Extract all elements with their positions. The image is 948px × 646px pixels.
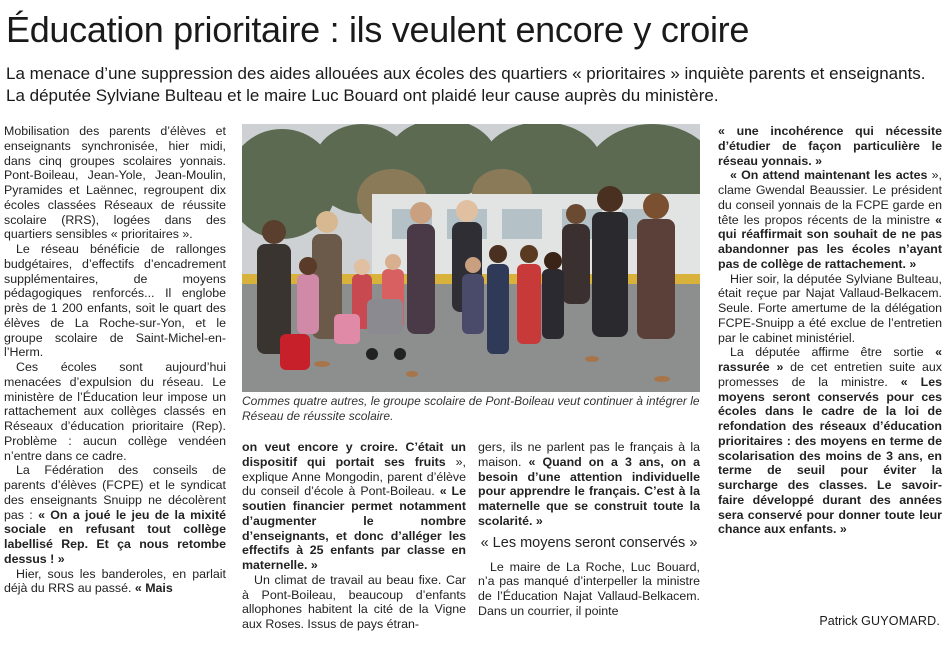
author-last-name: GUYOMARD. [861,614,940,628]
quote-bold: « On a joué le jeu de la mixité sociale en refusant tout collège labellisé Rep. Et ça nous retombe dessus ! » [4,507,226,566]
paragraph [4,567,226,597]
author-first-name: Patrick [819,614,858,628]
paragraph: Le réseau bénéficie de rallonges budgétaires, d’effectifs d’encadrement supplémentaires, de moyens pédagogiques renforcés... Il englobe près de 1 200 enfants, soit le quart des élèves de La Roche-sur-Yon, et le groupe scolaire de Saint-Michel-en-l’Herm. [4,242,226,360]
quote-bold: « Mais [134,581,173,596]
text-run: », clame Gwendal Beaussier. Le président du conseil yonnais de la FCPE garde en tête les propos récents de la ministre [718,168,942,227]
photo-caption: Commes quatre autres, le groupe scolaire de Pont-Boileau veut continuer à intégrer le Réseau de réussite scolaire. [242,394,700,423]
author-signature [819,614,940,628]
group-photo-illustration [242,124,700,392]
paragraph [718,345,942,537]
paragraph [718,168,942,271]
text-run: gers, ils ne parlent pas le français à la maison. [478,440,700,469]
paragraph: Mobilisation des parents d’élèves et enseignants synchronisée, hier midi, dans cinq groupes scolaires yonnais. Pont-Boileau, Jean-Yole, Jean-Moulin, Pyramides et Laënnec, regroupent dix écoles classées Réseaux de réussite scolaire (RRS), logées dans des quartiers sensibles « prioritaires ». [4,124,226,242]
article-photo [242,124,700,392]
quote-bold: « rassurée » [718,345,942,374]
text-column-2 [242,440,466,632]
paragraph [242,440,466,573]
quote-bold: « Les moyens seront conservés pour ces écoles dans le cadre de la loi de refondation des réseaux d’éducation prioritaires : des moyens en terme de scolarisation des moins de 3 ans, en terme de seuil pour éviter la surcharge des classes. Le savoir-faire développé durant des années sera conservé pour donner toute leur chance aux enfants. » [718,374,942,537]
article-headline: Éducation prioritaire : ils veulent encore y croire [6,9,750,50]
text-column-4 [718,124,942,537]
paragraph [478,440,700,529]
quote-bold: « une incohérence qui nécessite d’étudier de façon particulière le réseau yonnais. » [718,124,942,168]
text-column-3 [478,440,700,619]
section-subhead: « Les moyens seront conservés » [480,534,698,551]
quote-bold: « Le soutien financier permet notamment d’augmenter le nombre d’enseignants, et donc d’alléger les effectifs à 25 enfants par classe en maternelle. » [242,484,466,572]
quote-bold: « Quand on a 3 ans, on a besoin d’une attention individuelle pour apprendre le français. C’est à la maternelle que se construit toute la scolarité. » [478,454,701,528]
text-run: La députée affirme être sortie [730,345,936,360]
paragraph [718,124,942,168]
paragraph: Un climat de travail au beau fixe. Car à Pont-Boileau, beaucoup d’enfants allophones habitent la cité de la Vigne aux Roses. Issus de pays étran- [242,572,466,631]
quote-bold: « On attend maintenant les actes [730,168,928,183]
paragraph: Ces écoles sont aujourd’hui menacées d’expulsion du réseau. Le ministère de l’Éducation leur impose un rattachement aux collèges classés en Réseaux d’éducation prioritaire (Rep). Problème : aucun collège vendéen n’entre dans ce cadre. [4,360,226,463]
text-run: La Fédération des conseils de parents d’élèves (FCPE) et le syndicat des enseignants Snuipp ne décolèrent pas : [4,463,226,522]
article-standfirst: La menace d’une suppression des aides allouées aux écoles des quartiers « prioritaires » inquiète parents et enseignants. La députée Sylviane Bulteau et le maire Luc Bouard ont plaidé leur cause auprès du ministère. [6,64,926,105]
paragraph: Le maire de La Roche, Luc Bouard, n’a pas manqué d’interpeller la ministre de l’Éducation Najat Vallaud-Belkacem. Dans un courrier, il pointe [478,559,700,618]
quote-bold: « qui réaffirmait son souhait de ne pas abandonner pas les écoles n’ayant pas de collège de rattachement. » [718,212,942,271]
text-column-1 [4,124,226,596]
paragraph: Hier soir, la députée Sylviane Bulteau, était reçue par Najat Vallaud-Belkacem. Seule. Forte amertume de la délégation FCPE-Snuipp a été exclue de l’entretien par le cabinet ministériel. [718,271,942,345]
text-run: », explique Anne Mongodin, parent d’élève du conseil d’école à Pont-Boileau. [242,454,466,499]
paragraph [4,463,226,566]
text-run: de cet entretien suite aux promesses de la ministre. [718,360,942,389]
quote-bold: on veut encore y croire. C’était un dispositif qui portait ses fruits [242,440,466,469]
text-run: Hier, sous les banderoles, en parlait déjà du RRS au passé. [4,566,226,596]
